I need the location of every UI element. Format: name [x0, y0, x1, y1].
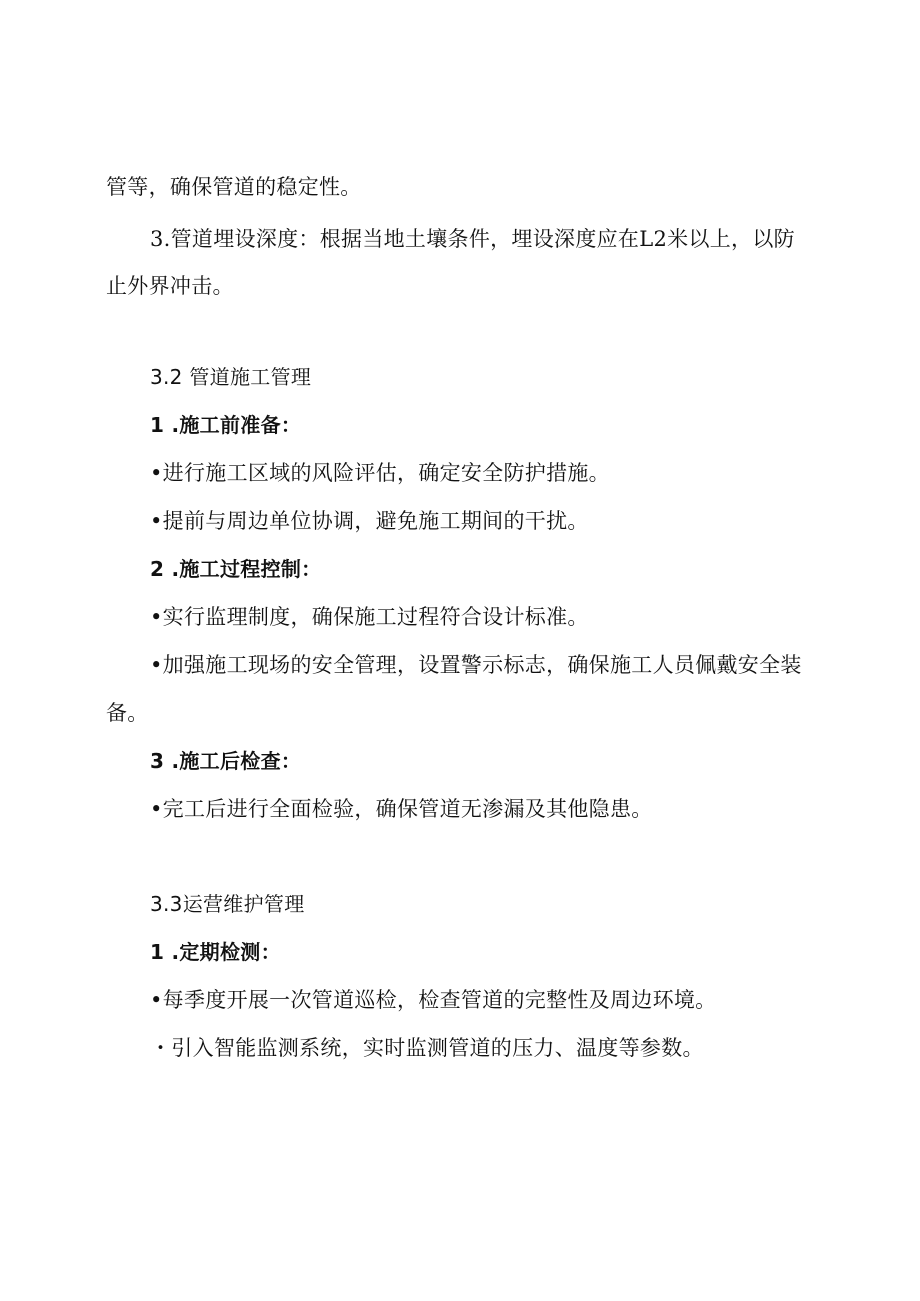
subheading-periodic-inspection: 1 .定期检测：: [150, 940, 281, 964]
item-burial-depth-continuation: 止外界冲击。: [106, 274, 234, 298]
bullet-smart-monitoring: ・引入智能监测系统，实时监测管道的压力、温度等参数。: [150, 1036, 704, 1060]
bullet-coordination: •提前与周边单位协调，避免施工期间的干扰。: [150, 509, 589, 533]
paragraph-continuation: 管等，确保管道的稳定性。: [106, 175, 362, 199]
bullet-site-safety-continuation: 备。: [106, 701, 149, 725]
section-heading-3-2: 3.2 管道施工管理: [150, 365, 312, 389]
bullet-supervision: •实行监理制度，确保施工过程符合设计标准。: [150, 605, 589, 629]
subheading-post-inspection: 3 .施工后检查：: [150, 749, 302, 773]
section-heading-3-3: 3.3运营维护管理: [150, 892, 305, 916]
subheading-pre-construction: 1 .施工前准备：: [150, 413, 302, 437]
bullet-final-inspection: •完工后进行全面检验，确保管道无渗漏及其他隐患。: [150, 797, 653, 821]
bullet-quarterly-patrol: •每季度开展一次管道巡检，检查管道的完整性及周边环境。: [150, 988, 717, 1012]
subheading-process-control: 2 .施工过程控制：: [150, 557, 322, 581]
bullet-site-safety: •加强施工现场的安全管理，设置警示标志，确保施工人员佩戴安全装: [150, 653, 802, 677]
item-burial-depth: 3.管道埋设深度：根据当地土壤条件，埋设深度应在L2米以上，以防: [150, 227, 795, 251]
bullet-risk-assessment: •进行施工区域的风险评估，确定安全防护措施。: [150, 461, 610, 485]
